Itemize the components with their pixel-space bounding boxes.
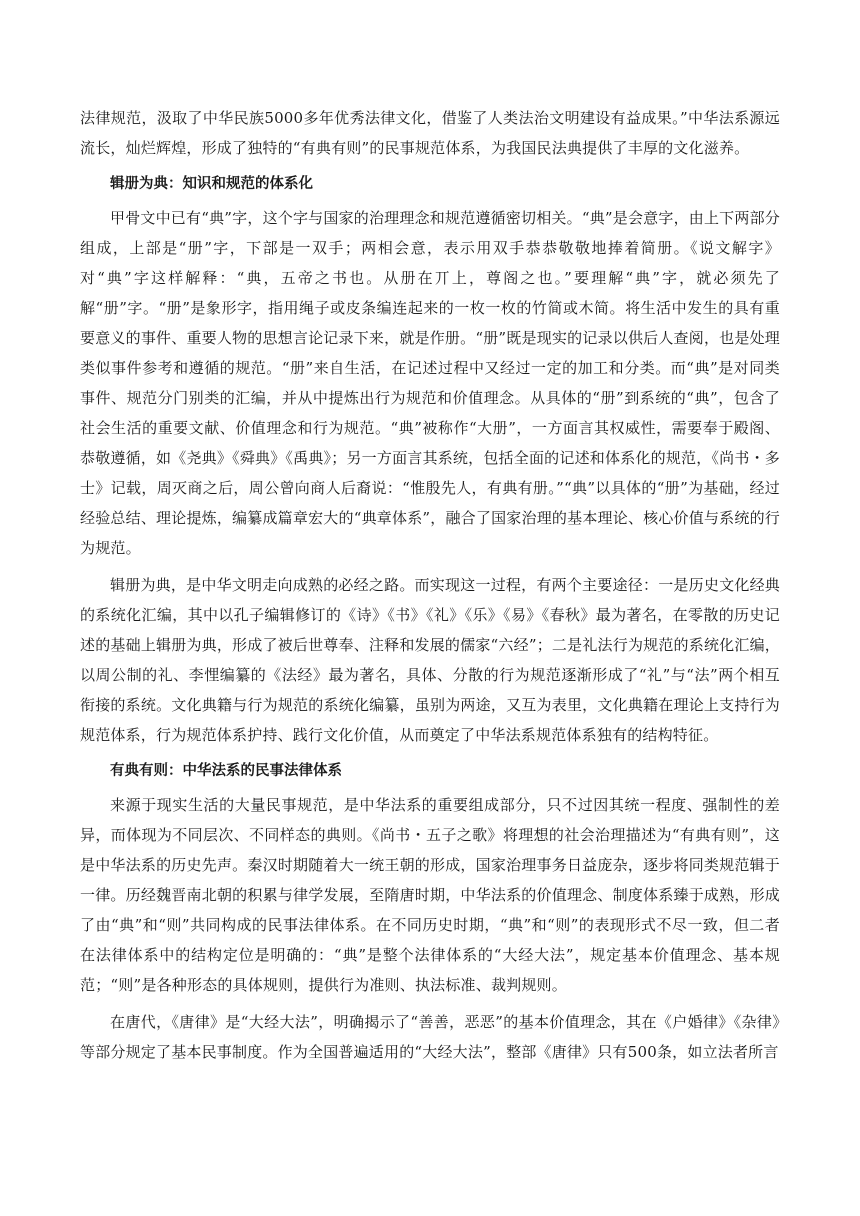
paragraph: 甲骨文中已有“典”字，这个字与国家的治理理念和规范遵循密切相关。“典”是会意字，由上下两部分组成，上部是“册”字，下部是一双手；两相会意，表示用双手恭恭敬敬地捧着简册。《说文解字》对“典”字这样解释：“典，五帝之书也。从册在丌上，尊阁之也。”要理解“典”字，就必须先了解“册”字。“册”是象形字，指用绳子或皮条编连起来的一枚一枚的竹简或木简。将生活中发生的具有重要意义的事件、重要人物的思想言论记录下来，就是作册。“册”既是现实的记录以供后人查阅，也是处理类似事件参考和遵循的规范。“册”来自生活，在记述过程中又经过一定的加工和分类。而“典”是对同类事件、规范分门别类的汇编，并从中提炼出行为规范和价值理念。从具体的“册”到系统的“典”，包含了社会生活的重要文献、价值理念和行为规范。“典”被称作“大册”，一方面言其权威性，需要奉于殿阁、恭敬遵循，如《尧典》《舜典》《禹典》；另一方面言其系统，包括全面的记述和体系化的规范，《尚书・多士》记载，周灭商之后，周公曾向商人后裔说：“惟殷先人，有典有册。”“典”以具体的“册”为基础，经过经验总结、理论提炼，编纂成篇章宏大的“典章体系”，融合了国家治理的基本理论、核心价值与系统的行为规范。 [80, 209, 780, 557]
paragraph: 辑册为典，是中华文明走向成熟的必经之路。而实现这一过程，有两个主要途径：一是历史文化经典的系统化汇编，其中以孔子编辑修订的《诗》《书》《礼》《乐》《易》《春秋》最为著名，在零散的历史记述的基础上辑册为典，形成了被后世尊奉、注释和发展的儒家“六经”；二是礼法行为规范的系统化汇编，以周公制的礼、李悝编纂的《法经》最为著名，具体、分散的行为规范逐渐形成了“礼”与“法”两个相互衔接的系统。文化典籍与行为规范的系统化编纂，虽别为两途，又互为表里，文化典籍在理论上支持行为规范体系，行为规范体系护持、践行文化价值，从而奠定了中华法系规范体系独有的结构特征。 [80, 576, 780, 744]
section-heading: 辑册为典：知识和规范的体系化 [110, 176, 313, 192]
article-body [80, 103, 780, 1067]
paragraph: 法律规范，汲取了中华民族5000多年优秀法律文化，借鉴了人类法治文明建设有益成果。”中华法系源远流长，灿烂辉煌，形成了独特的“有典有则”的民事规范体系，为我国民法典提供了丰厚的文化滋养。 [80, 109, 780, 157]
paragraph: 来源于现实生活的大量民事规范，是中华法系的重要组成部分，只不过因其统一程度、强制性的差异，而体现为不同层次、不同样态的典则。《尚书・五子之歌》将理想的社会治理描述为“有典有则”，这是中华法系的历史先声。秦汉时期随着大一统王朝的形成，国家治理事务日益庞杂，逐步将同类规范辑于一律。历经魏晋南北朝的积累与律学发展，至隋唐时期，中华法系的价值理念、制度体系臻于成熟，形成了由“典”和“则”共同构成的民事法律体系。在不同历史时期，“典”和“则”的表现形式不尽一致，但二者在法律体系中的结构定位是明确的：“典”是整个法律体系的“大经大法”，规定基本价值理念、基本规范；“则”是各种形态的具体规则，提供行为准则、执法标准、裁判规则。 [80, 796, 780, 994]
section-heading: 有典有则：中华法系的民事法律体系 [110, 763, 342, 779]
paragraph: 在唐代，《唐律》是“大经大法”，明确揭示了“善善，恶恶”的基本价值理念，其在《户婚律》《杂律》等部分规定了基本民事制度。作为全国普遍适用的“大经大法”，整部《唐律》只有500条，如立法者所言 [80, 1013, 780, 1061]
